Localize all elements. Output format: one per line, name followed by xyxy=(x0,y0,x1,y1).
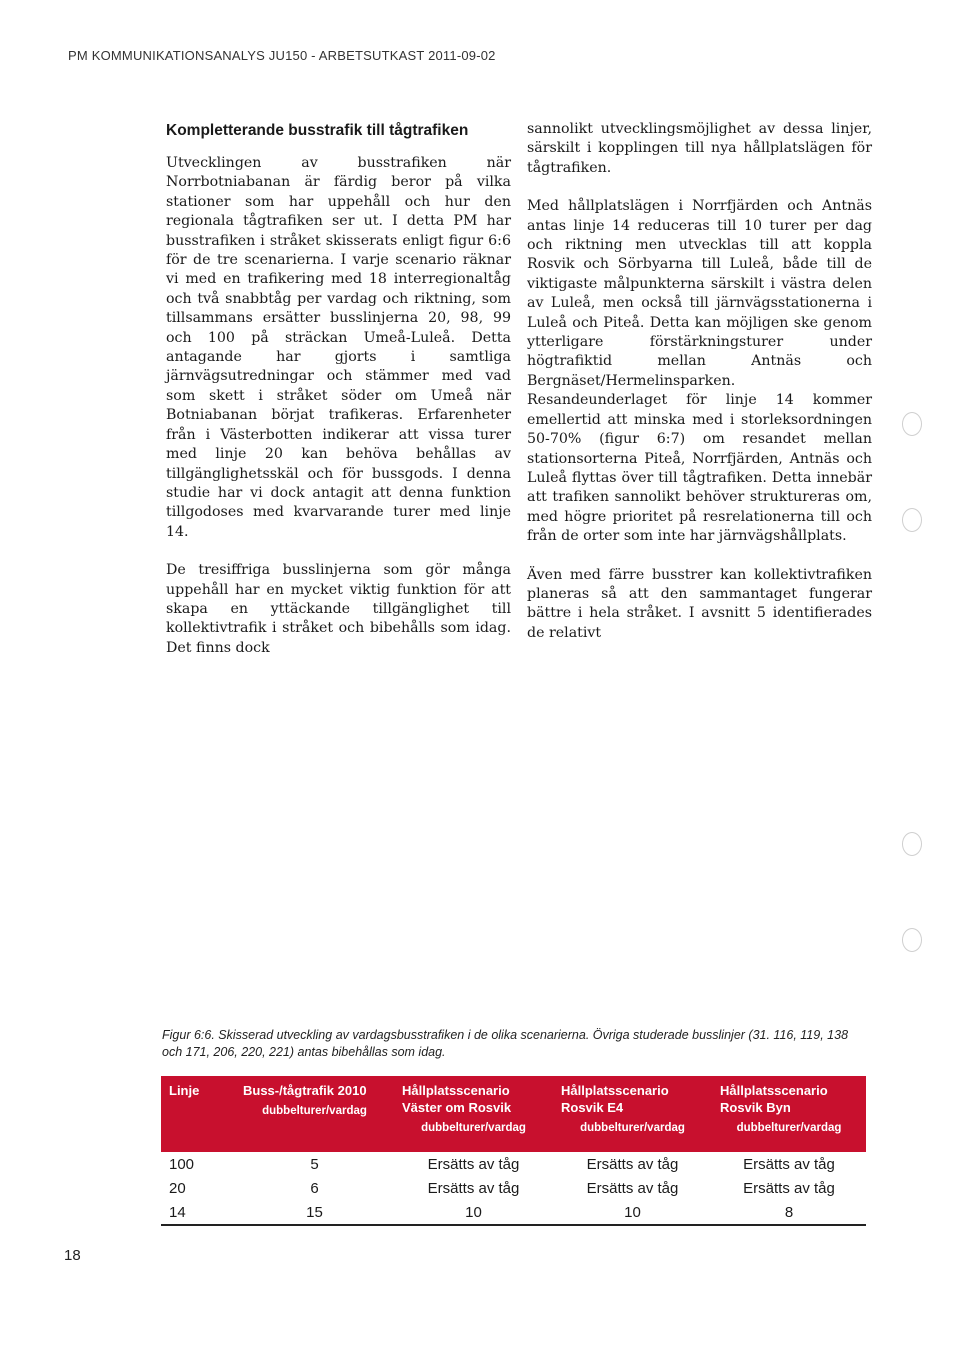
binder-hole-mark xyxy=(902,508,922,532)
table-cell: Ersätts av tåg xyxy=(743,1155,835,1173)
left-column xyxy=(166,120,511,677)
column-header-traffic-2010: Buss-/tågtrafik 2010 dubbelturer/vardag xyxy=(243,1083,367,1117)
table-cell: Ersätts av tåg xyxy=(427,1155,520,1173)
table-cell: 6 xyxy=(310,1179,319,1197)
table-cell: 10 xyxy=(553,1200,712,1225)
paragraph: Utvecklingen av busstrafiken när Norrbotniabanan är färdig beror på vilka stationer som har uppehåll och hur den regionala tågtrafiken ser ut. I detta PM har busstrafiken i stråket skisserats enligt figur 6:6 för de tre scenarierna. I varje scenario räknar vi med en trafikering med 18 interregionaltåg och två snabbtåg per vardag och riktning, som tillsammans ersätter busslinjerna 20, 98, 99 och 100 på sträckan Umeå-Luleå. Detta antagande har gjorts i samtliga järnvägsutredningar och stämmer med vad som skett i stråket söder om Umeå när Botniabanan börjat trafikeras. Erfarenheter från i Västerbotten indikerar att vissa turer med linje 20 kan behöva behållas av tillgänglighetsskäl och för bussgods. I denna studie har vi dock antagit att denna funktion tillgodoses med kvarvarande turer med linje 14. xyxy=(166,155,511,540)
table-row xyxy=(161,1200,866,1225)
table-cell: 10 xyxy=(394,1200,553,1225)
binder-hole-mark xyxy=(902,832,922,856)
table-cell: Ersätts av tåg xyxy=(743,1179,835,1197)
paragraph: De tresiffriga busslinjerna som gör många uppehåll har en mycket viktig funktion för att skapa en yttäckande tillgänglighet till kollektivtrafik i stråket och bibehålls som idag. Det finns dock xyxy=(166,562,511,656)
table-cell: Ersätts av tåg xyxy=(586,1179,679,1197)
table-cell: 8 xyxy=(712,1200,866,1225)
table-row xyxy=(161,1152,866,1176)
paragraph: Även med färre busstrer kan kollektivtrafiken planeras så att den sammantaget fungerar bättre i hela stråket. I avsnitt 5 identifierades de relativt xyxy=(527,566,872,641)
table-cell: 5 xyxy=(310,1155,319,1173)
table-cell: Ersätts av tåg xyxy=(586,1155,679,1173)
table-cell: Ersätts av tåg xyxy=(427,1179,520,1197)
bus-traffic-table xyxy=(161,1076,866,1226)
table-cell: 20 xyxy=(169,1179,186,1197)
figure-caption: Figur 6:6. Skisserad utveckling av vardagsbusstrafiken i de olika scenarierna. Övriga studerade busslinjer (31. 116, 119, 138 och 171, 206, 220, 221) antas bibehållas som idag. xyxy=(162,1028,849,1059)
paragraph: Med hållplatslägen i Norrfjärden och Antnäs antas linje 14 reduceras till 10 turer per dag och riktning men utvecklas till att koppla Rosvik och Sörbyarna till Luleå, både till de viktigaste målpunkterna särskilt i västra delen av Luleå, men också till järnvägsstationerna i Luleå och Piteå. Detta kan möjligen ske genom ytterligare förstärkningsturer under högtrafiktid mellan Antnäs och Bergnäset/Hermelinsparken. Resandeunderlaget för linje 14 kommer emellertid att minska med i storleksordningen 50-70% (figur 6:7) om resandet mellan stationsorterna Piteå, Norrfjärden, Antnäs och Luleå flyttas över till tågtrafiken. Detta innebär att trafiken sannolikt behöver struktureras om, med högre prioritet på resrelationerna till och från de orter som inte har järnvägshållplats. xyxy=(527,198,872,545)
column-header-scenario-vaster: Hållplatsscenario Väster om Rosvik dubbelturer/vardag xyxy=(402,1083,526,1134)
section-heading: Kompletterande busstrafik till tågtrafiken xyxy=(166,122,469,139)
table-cell: 100 xyxy=(169,1155,195,1173)
column-header-scenario-rosvik-e4: Hållplatsscenario Rosvik E4 dubbelturer/vardag xyxy=(561,1083,685,1134)
table-cell: 14 xyxy=(161,1200,235,1225)
binder-hole-mark xyxy=(902,412,922,436)
page-number: 18 xyxy=(64,1247,81,1264)
table-cell: 15 xyxy=(235,1200,394,1225)
column-header-scenario-rosvik-byn: Hållplatsscenario Rosvik Byn dubbelturer/vardag xyxy=(720,1083,842,1134)
table-header-row xyxy=(161,1076,866,1152)
paragraph: sannolikt utvecklingsmöjlighet av dessa linjer, särskilt i kopplingen till nya hållplatslägen för tågtrafiken. xyxy=(527,121,872,176)
running-header: PM KOMMUNIKATIONSANALYS JU150 - ARBETSUTKAST 2011-09-02 xyxy=(68,48,496,63)
table-row xyxy=(161,1176,866,1200)
column-header-line: Linje xyxy=(169,1083,200,1098)
binder-hole-mark xyxy=(902,928,922,952)
right-column xyxy=(527,120,872,662)
